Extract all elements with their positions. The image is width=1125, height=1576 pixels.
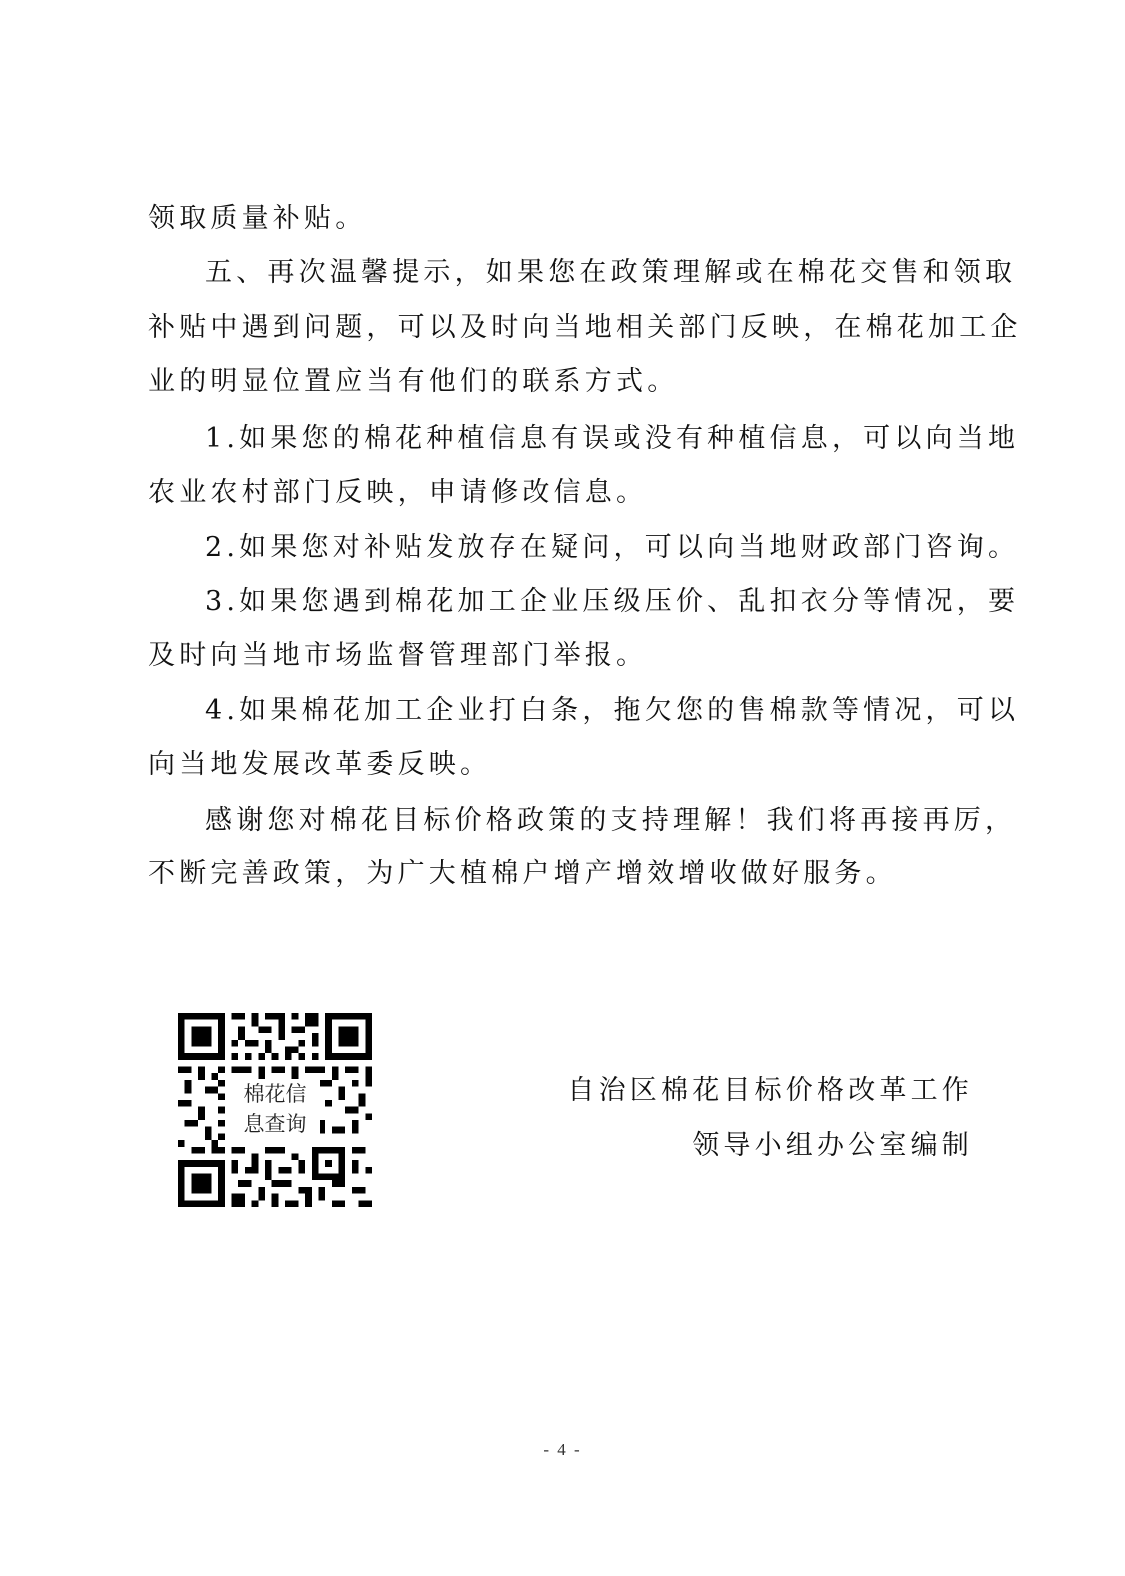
qr-code[interactable]	[178, 1013, 372, 1207]
body-line-11: 向当地发展改革委反映。	[148, 749, 492, 780]
qr-label-line-2: 息查询	[243, 1112, 307, 1136]
body-line-13: 不断完善政策，为广大植棉户增产增效增收做好服务。	[148, 858, 897, 889]
body-line-5: 1.如果您的棉花种植信息有误或没有种植信息，可以向当地	[205, 423, 1020, 454]
body-line-7: 2.如果您对补贴发放存在疑问，可以向当地财政部门咨询。	[205, 532, 1020, 563]
body-line-4: 业的明显位置应当有他们的联系方式。	[148, 366, 679, 397]
qr-code-label	[230, 1079, 320, 1141]
body-line-6: 农业农村部门反映，申请修改信息。	[148, 477, 648, 508]
body-line-2: 五、再次温馨提示，如果您在政策理解或在棉花交售和领取	[205, 257, 1017, 288]
signature-line-1: 自治区棉花目标价格改革工作	[567, 1075, 973, 1106]
body-line-9: 及时向当地市场监督管理部门举报。	[148, 640, 648, 671]
body-line-3: 补贴中遇到问题，可以及时向当地相关部门反映，在棉花加工企	[148, 312, 1022, 343]
signature-line-2: 领导小组办公室编制	[692, 1130, 973, 1161]
body-line-8: 3.如果您遇到棉花加工企业压级压价、乱扣衣分等情况，要	[205, 586, 1020, 617]
page-number: - 4 -	[543, 1440, 582, 1459]
body-line-1: 领取质量补贴。	[148, 203, 367, 234]
qr-label-line-1: 棉花信	[243, 1082, 307, 1106]
body-line-10: 4.如果棉花加工企业打白条，拖欠您的售棉款等情况，可以	[205, 695, 1020, 726]
body-line-12: 感谢您对棉花目标价格政策的支持理解！我们将再接再厉，	[205, 805, 1017, 836]
